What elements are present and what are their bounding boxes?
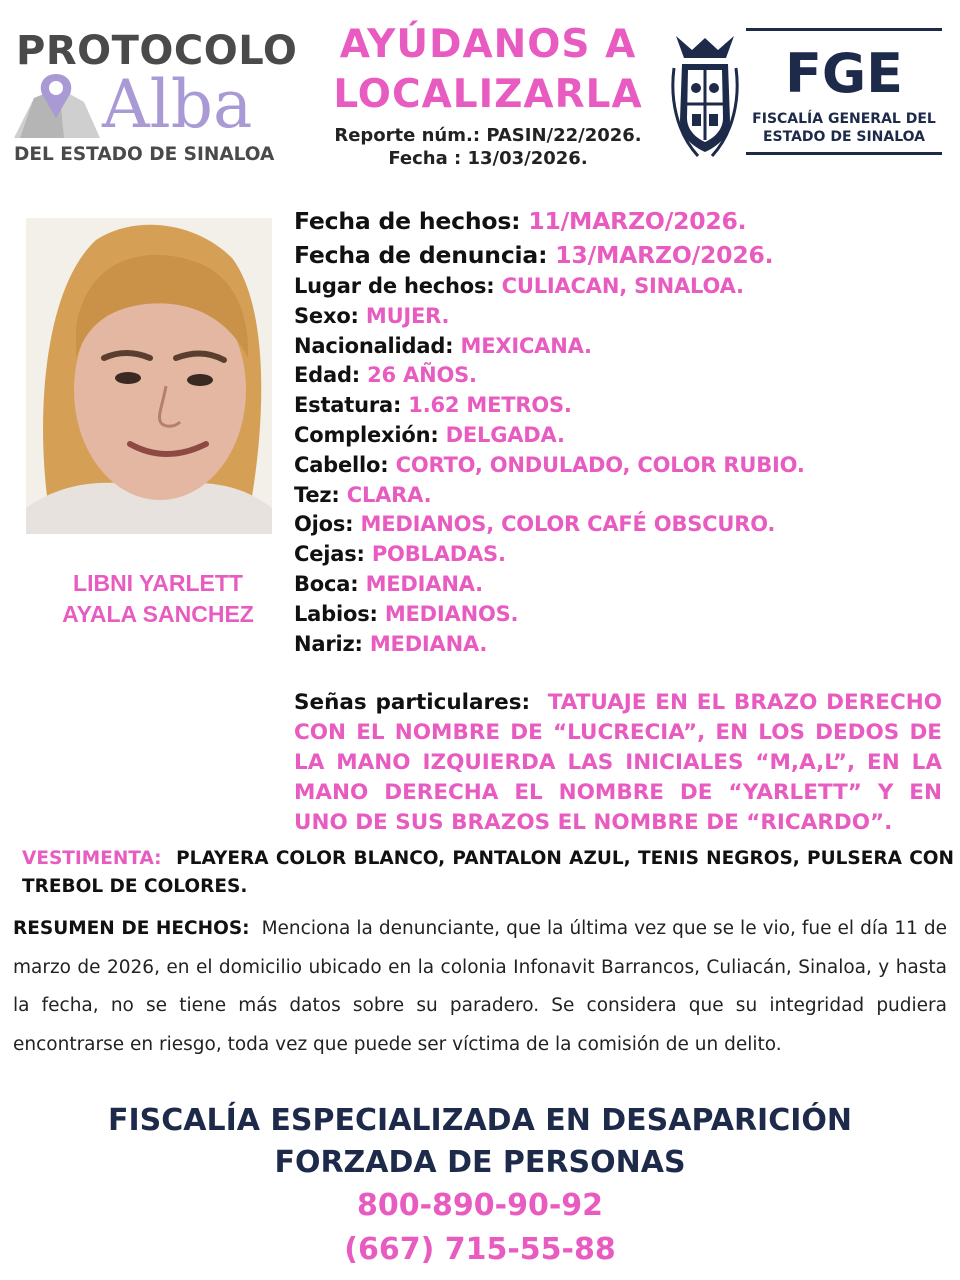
field-nacionalidad: Nacionalidad: MEXICANA. [294, 333, 592, 358]
fge-acronym: FGE [784, 42, 904, 105]
field-fecha-hechos: Fecha de hechos: 11/MARZO/2026. [294, 207, 747, 235]
report-label: Reporte núm.: [334, 125, 481, 146]
phone-number-2[interactable]: (667) 715-55-88 [344, 1232, 616, 1267]
field-boca: Boca: MEDIANA. [294, 571, 483, 596]
protocolo-word: PROTOCOLO [16, 28, 298, 74]
vestimenta-value: PLAYERA COLOR BLANCO, PANTALON AZUL, TENIS NEGROS, PULSERA CON TREBOL DE COLORES. [22, 848, 954, 897]
title-line-1: AYÚDANOS A [339, 22, 637, 67]
title-line-2: LOCALIZARLA [333, 72, 643, 117]
report-date-line [318, 147, 658, 170]
alba-word: Alba [102, 66, 253, 143]
summary-of-events [13, 910, 947, 1064]
distinguishing-marks [294, 688, 942, 838]
field-ojos: Ojos: MEDIANOS, COLOR CAFÉ OBSCURO. [294, 512, 776, 537]
description-fields [294, 204, 944, 659]
map-pin-icon [14, 68, 100, 140]
report-number: PASIN/22/2026. [486, 125, 642, 146]
fge-top-rule [746, 28, 942, 31]
report-number-line [318, 124, 658, 147]
person-name-line-2: AYALA SANCHEZ [62, 601, 254, 627]
field-fecha-denuncia: Fecha de denuncia: 13/MARZO/2026. [294, 241, 774, 269]
fge-logo [746, 28, 942, 158]
senas-label: Señas particulares: [294, 690, 531, 715]
field-cabello: Cabello: CORTO, ONDULADO, COLOR RUBIO. [294, 452, 805, 477]
fge-name-line-2: ESTADO DE SINALOA [762, 129, 926, 145]
resumen-label: RESUMEN DE HECHOS: [13, 918, 250, 939]
person-name-line-1: LIBNI YARLETT [73, 570, 243, 596]
report-date-label: Fecha : [388, 148, 462, 169]
fge-name-line-1: FISCALÍA GENERAL DEL [752, 111, 936, 127]
field-complexion: Complexión: DELGADA. [294, 422, 565, 447]
field-tez: Tez: CLARA. [294, 482, 432, 507]
field-estatura: Estatura: 1.62 METROS. [294, 393, 572, 418]
fge-bottom-rule [746, 152, 942, 155]
resumen-value: Menciona la denunciante, que la última vez que se le vio, fue el día 11 de marzo de 2026, en el domicilio ubicado en la colonia Infonavit Barrancos, Culiacán, Sinaloa, y hasta la fecha, no se tiene más datos sobre su paradero. Se considera que su integridad pudiera encontrarse en riesgo, toda vez que puede ser víctima de la comisión de un delito. [13, 918, 948, 1055]
footer-title-line-2: FORZADA DE PERSONAS [274, 1145, 686, 1180]
footer-title-line-1: FISCALÍA ESPECIALIZADA EN DESAPARICIÓN [108, 1103, 852, 1138]
field-lugar-hechos: Lugar de hechos: CULIACAN, SINALOA. [294, 274, 744, 298]
phone-number-1[interactable]: 800-890-90-92 [356, 1188, 604, 1223]
field-labios: Labios: MEDIANOS. [294, 601, 519, 626]
field-sexo: Sexo: MUJER. [294, 303, 450, 328]
report-date-value: 13/03/2026. [467, 148, 588, 169]
sinaloa-seal-icon [668, 28, 742, 160]
person-name [20, 568, 296, 630]
portrait-image [26, 218, 272, 534]
field-nariz: Nariz: MEDIANA. [294, 631, 488, 656]
header-title-block [318, 20, 658, 170]
person-photo [26, 218, 272, 534]
field-edad: Edad: 26 AÑOS. [294, 363, 477, 388]
clothing [22, 845, 954, 901]
vestimenta-label: VESTIMENTA: [22, 848, 162, 869]
protocolo-alba-logo [10, 28, 300, 168]
field-cejas: Cejas: POBLADAS. [294, 542, 506, 567]
senas-value: TATUAJE EN EL BRAZO DERECHO CON EL NOMBRE DE “LUCRECIA”, EN LOS DEDOS DE LA MANO IZQUIERDA LAS INICIALES “M,A,L”, EN LA MANO DERECHA EL NOMBRE DE “YARLETT” Y EN UNO DE SUS BRAZOS EL NOMBRE DE “RICARDO”. [294, 690, 942, 835]
alba-subtitle: DEL ESTADO DE SINALOA [14, 144, 275, 165]
footer-contact [40, 1100, 920, 1272]
